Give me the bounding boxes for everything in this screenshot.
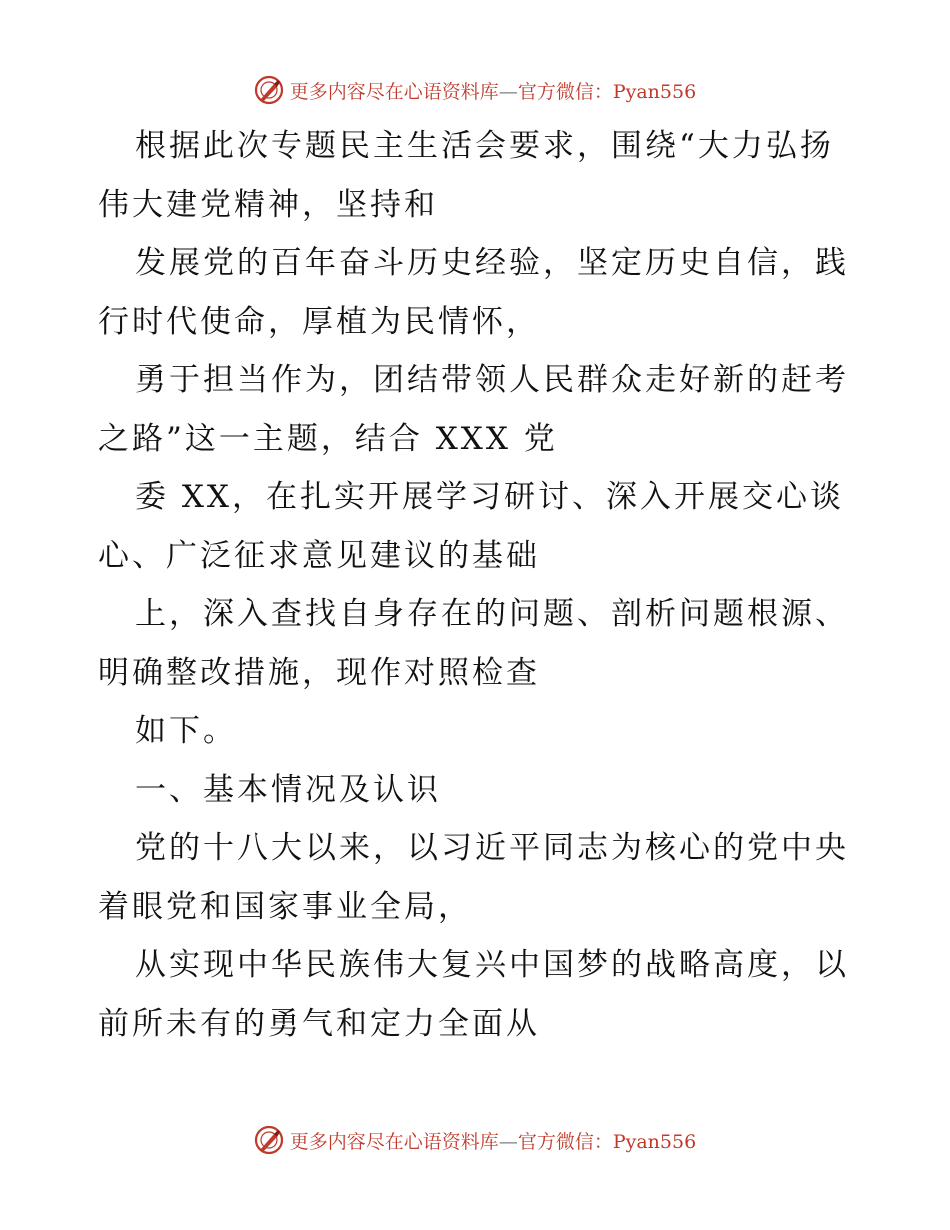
watermark-brand: 更多内容尽在心语资料库 [289,80,499,103]
paragraph-line: 根据此次专题民主生活会要求，围绕“大力弘扬 [135,128,834,164]
watermark-text [290,1127,696,1154]
paragraph [98,234,858,351]
paragraph-line: 前所未有的勇气和定力全面从 [98,1005,540,1042]
paragraph-line: 之路”这一主题，结合 XXX 党 [98,420,558,457]
paragraph-line: 着眼党和国家事业全局， [98,888,472,925]
paragraph-line: 伟大建党精神，坚持和 [98,186,438,223]
paragraph [98,468,858,585]
watermark-text [290,77,696,104]
paragraph [98,117,858,234]
paragraph-line: 上，深入查找自身存在的问题、剖析问题根源、 [135,596,849,632]
watermark-dash: — [498,1130,518,1153]
watermark-dash: — [498,80,518,103]
header-watermark [0,70,950,110]
paragraph-line: 行时代使命，厚植为民情怀， [98,303,540,340]
watermark-wechat-id: Pyan556 [612,1130,697,1153]
paragraph-line: 委 XX，在扎实开展学习研讨、深入开展交心谈 [135,479,844,515]
section-heading-text: 一、基本情况及认识 [135,771,441,808]
section-heading [98,761,858,820]
pen-logo-icon [254,1125,284,1155]
paragraph-line: 心、广泛征求意见建议的基础 [98,537,540,574]
paragraph [98,936,858,1053]
watermark-wechat-id: Pyan556 [612,80,697,103]
paragraph [98,351,858,468]
footer-watermark [0,1120,950,1160]
paragraph [98,585,858,702]
paragraph [98,702,858,761]
pen-logo-icon [254,75,284,105]
watermark-wechat-label: 官方微信： [517,80,613,103]
document-body [98,117,858,1053]
paragraph-line: 如下。 [135,713,237,749]
paragraph-line: 党的十八大以来，以习近平同志为核心的党中央 [135,830,849,866]
paragraph-line: 明确整改措施，现作对照检查 [98,654,540,691]
paragraph-line: 勇于担当作为，团结带领人民群众走好新的赶考 [135,362,849,398]
watermark-wechat-label: 官方微信： [517,1130,613,1153]
paragraph-line: 发展党的百年奋斗历史经验，坚定历史自信，践 [135,245,849,281]
paragraph [98,819,858,936]
paragraph-line: 从实现中华民族伟大复兴中国梦的战略高度，以 [135,947,849,983]
watermark-brand: 更多内容尽在心语资料库 [289,1130,499,1153]
